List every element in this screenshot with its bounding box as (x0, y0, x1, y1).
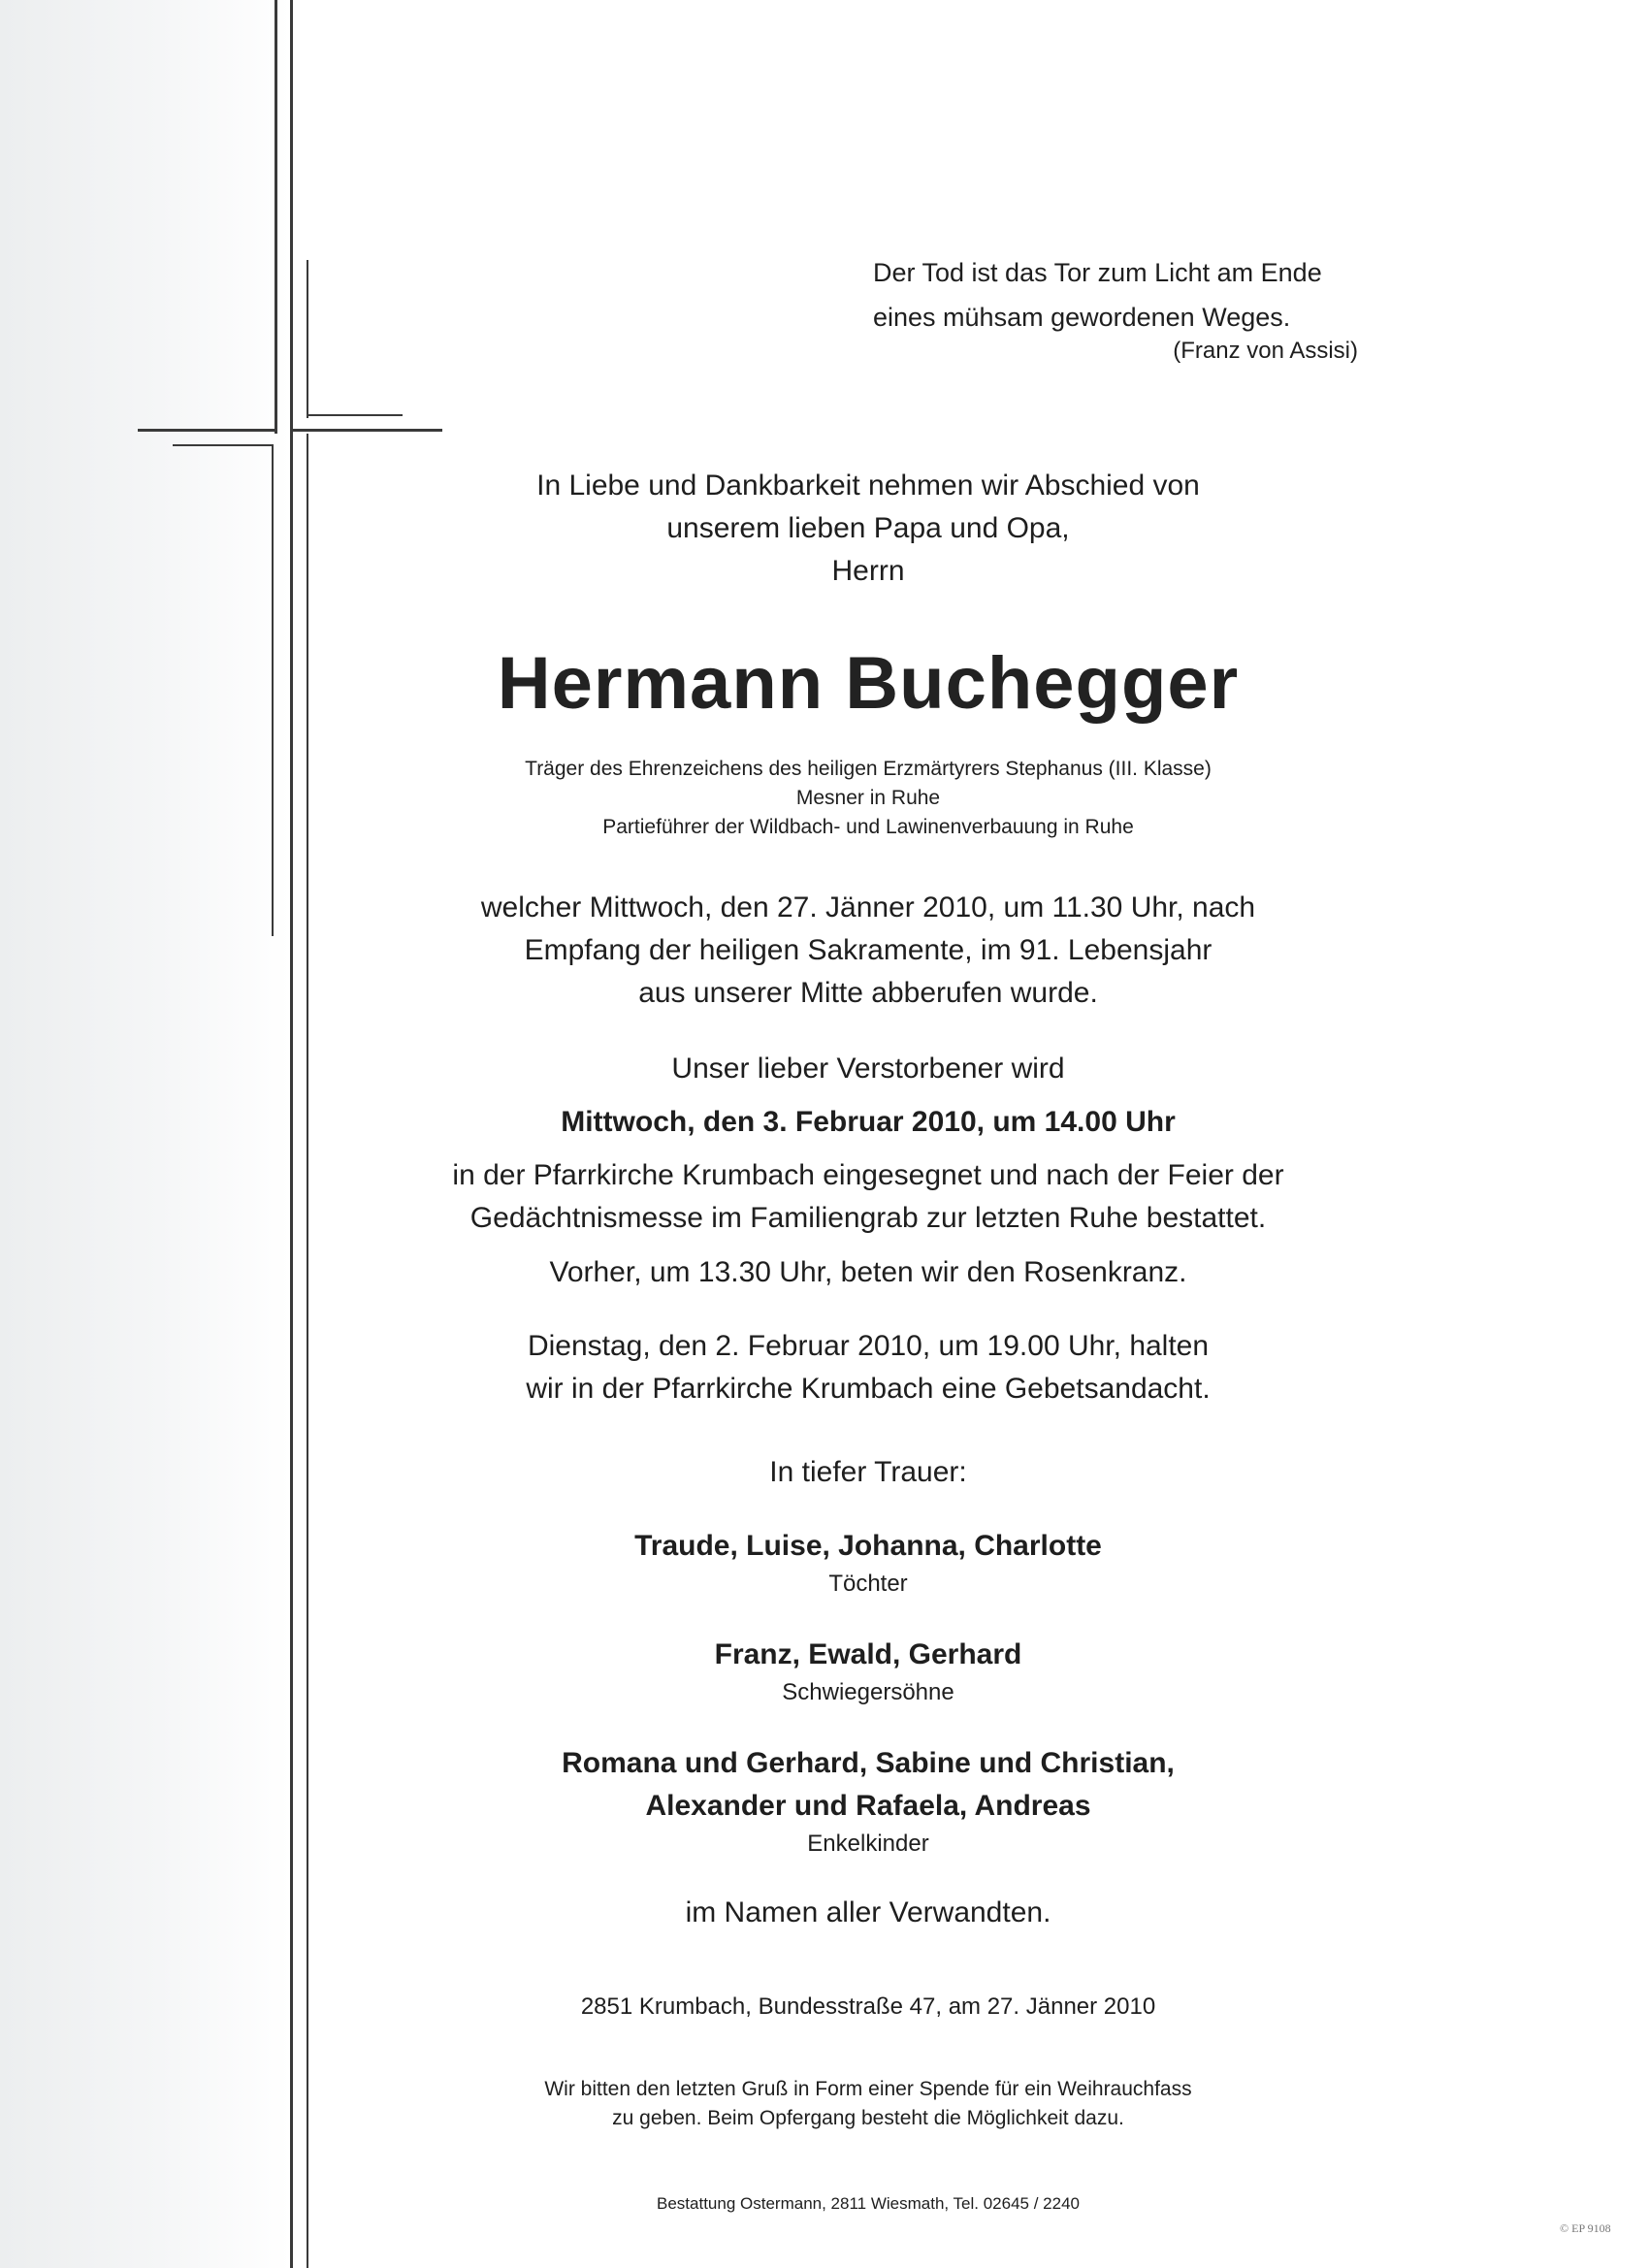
title-line: Träger des Ehrenzeichens des heiligen Erzmärtyrers Stephanus (III. Klasse) (525, 758, 1212, 780)
cross-line (173, 444, 274, 446)
request-line: zu geben. Beim Opfergang besteht die Möglichkeit dazu. (612, 2107, 1124, 2129)
cross-line (307, 434, 308, 2268)
corner-code: © EP 9108 (1560, 2221, 1611, 2235)
prayer-line: Dienstag, den 2. Februar 2010, um 19.00 Uhr, halten (527, 1330, 1210, 1362)
family-names: Alexander und Rafaela, Andreas (645, 1790, 1091, 1822)
family-group-daughters (383, 1525, 1353, 1601)
deceased-name: Hermann Buchegger (497, 642, 1240, 725)
title-line: Partieführer der Wildbach- und Lawinenverbauung in Ruhe (602, 816, 1134, 838)
family-names: Traude, Luise, Johanna, Charlotte (634, 1530, 1102, 1562)
cross-line (138, 429, 276, 432)
funeral-line: in der Pfarrkirche Krumbach eingesegnet und nach der Feier der (452, 1159, 1284, 1191)
cross-line (293, 429, 442, 432)
death-line: welcher Mittwoch, den 27. Jänner 2010, um 11.30 Uhr, nach (480, 891, 1256, 923)
family-relation: Enkelkinder (807, 1831, 929, 1857)
cross-line (272, 446, 274, 936)
family-names: Franz, Ewald, Gerhard (714, 1638, 1022, 1670)
family-names: Romana und Gerhard, Sabine und Christian, (562, 1747, 1175, 1779)
intro-line: In Liebe und Dankbarkeit nehmen wir Abschied von (536, 470, 1200, 502)
request-line: Wir bitten den letzten Gruß in Form einer Spende für ein Weihrauchfass (544, 2078, 1192, 2100)
undertaker-line: Bestattung Ostermann, 2811 Wiesmath, Tel. 02645 / 2240 (657, 2194, 1080, 2213)
left-shaded-margin (0, 0, 291, 2268)
funeral-date: Mittwoch, den 3. Februar 2010, um 14.00 Uhr (561, 1106, 1176, 1138)
motto-line: Der Tod ist das Tor zum Licht am Ende (873, 258, 1322, 287)
death-line: Empfang der heiligen Sakramente, im 91. Lebensjahr (524, 934, 1212, 966)
funeral-line: Gedächtnismesse im Familiengrab zur letzten Ruhe bestattet. (469, 1202, 1267, 1234)
family-relation: Schwiegersöhne (782, 1679, 954, 1705)
cross-line (275, 0, 277, 434)
funeral-details (383, 1154, 1353, 1240)
rosary-notice: Vorher, um 13.30 Uhr, beten wir den Rosenkranz. (549, 1256, 1187, 1288)
motto-quote (873, 250, 1358, 369)
relatives-line: im Namen aller Verwandten. (685, 1896, 1051, 1928)
mourning-heading: In tiefer Trauer: (769, 1456, 967, 1488)
intro-line: Herrn (831, 555, 905, 587)
motto-line: eines mühsam gewordenen Weges. (873, 303, 1291, 332)
cross-line (290, 0, 293, 2268)
title-line: Mesner in Ruhe (795, 787, 941, 809)
prayer-notice (383, 1325, 1353, 1410)
funeral-intro: Unser lieber Verstorbener wird (671, 1053, 1065, 1085)
family-relation: Töchter (828, 1571, 908, 1597)
death-line: aus unserer Mitte abberufen wurde. (638, 977, 1098, 1009)
family-group-grandchildren (383, 1742, 1353, 1861)
address-line: 2851 Krumbach, Bundesstraße 47, am 27. Jänner 2010 (580, 1993, 1156, 2020)
prayer-line: wir in der Pfarrkirche Krumbach eine Gebetsandacht. (526, 1373, 1211, 1405)
intro-text (383, 465, 1353, 593)
intro-line: unserem lieben Papa und Opa, (666, 512, 1070, 544)
donation-request (383, 2075, 1353, 2133)
cross-line (308, 414, 403, 416)
death-notice (383, 887, 1353, 1015)
family-group-sons-in-law (383, 1634, 1353, 1709)
titles-block (383, 755, 1353, 842)
cross-line (307, 260, 308, 418)
motto-author: (Franz von Assisi) (1173, 338, 1358, 364)
